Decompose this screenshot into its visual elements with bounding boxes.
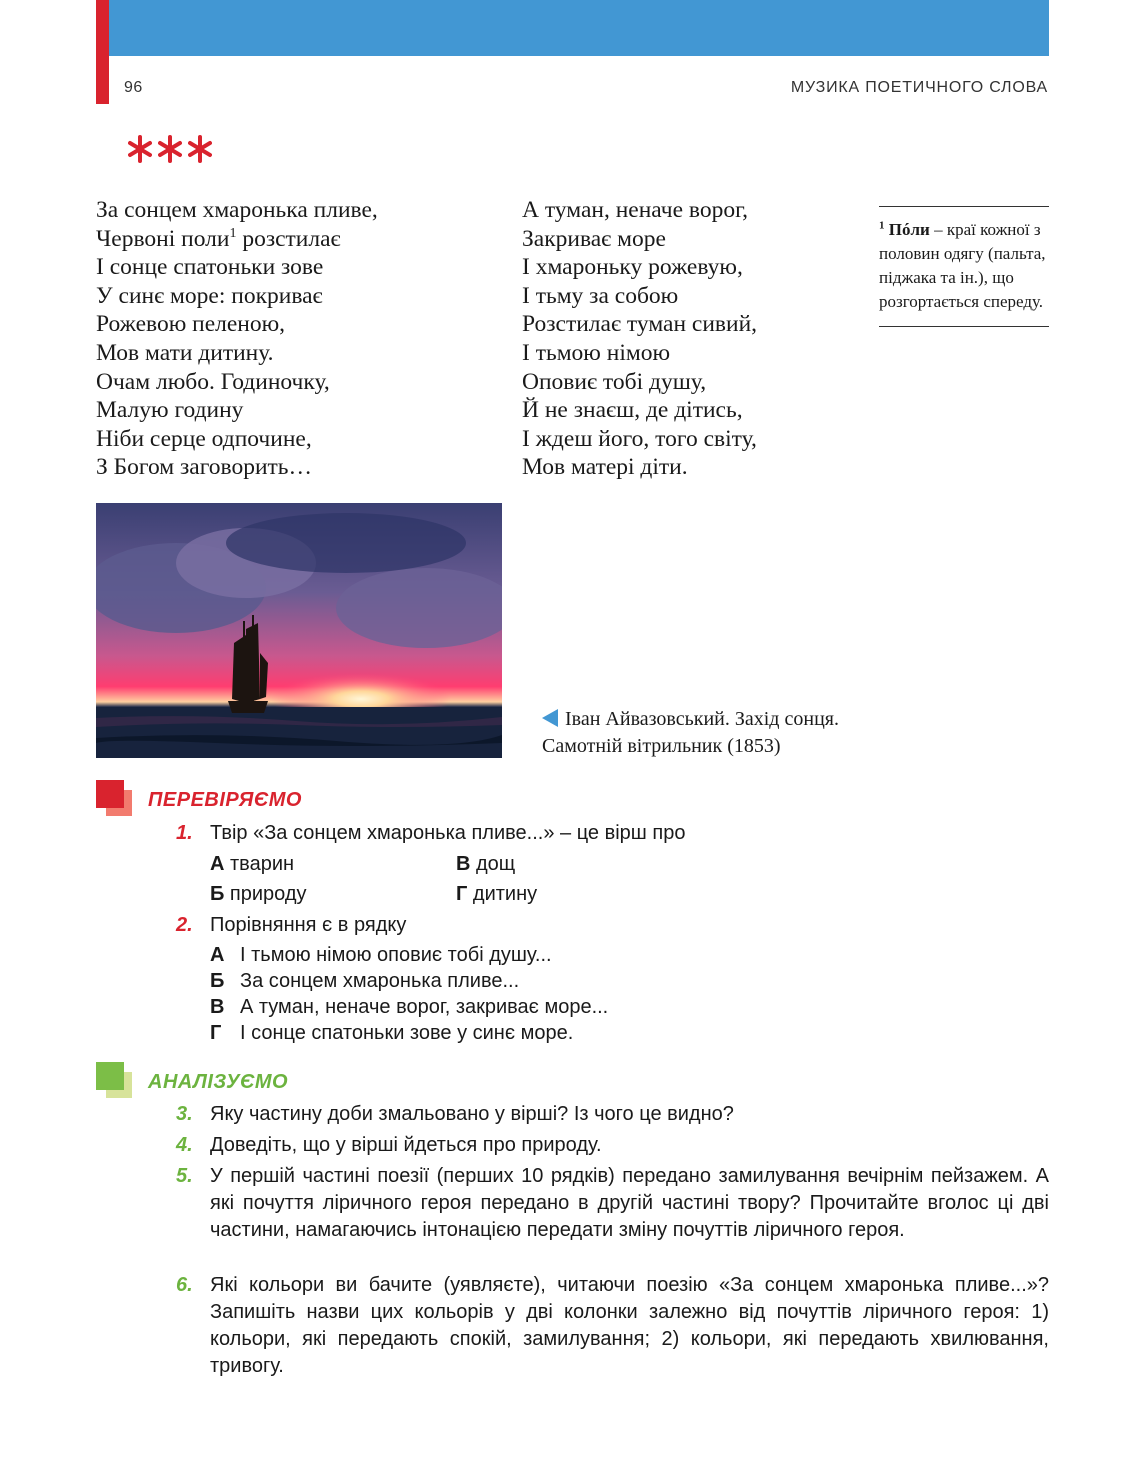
poem-line: А туман, неначе ворог,: [522, 197, 748, 223]
question-text: Твір «За сонцем хмаронька пливе...» – це вірш про: [210, 822, 686, 844]
option-letter: Б: [210, 883, 225, 905]
option-letter: Б: [210, 970, 225, 992]
question-5: [176, 1163, 1049, 1244]
answer-option: [456, 881, 537, 908]
asterisk-icon: [158, 134, 182, 164]
running-head: МУЗИКА ПОЕТИЧНОГО СЛОВА: [790, 79, 1048, 96]
answer-option: [210, 994, 608, 1021]
answer-option: [210, 1020, 573, 1047]
answer-option: [456, 851, 515, 878]
triangle-pointer-icon: [542, 709, 558, 727]
question-text: У першій частині поезії (перших 10 рядків) передано замилування вечірнім пейзажем. А які почуття ліричного героя передано в другій частині твору? Прочитайте вголос ці дві частини, намагаючись інтонацією передати зміну почуттів ліричного героя.: [210, 1165, 1049, 1241]
poem-line: І тьмою німою: [522, 339, 671, 366]
header-band: [109, 0, 1049, 56]
painting-caption: [542, 706, 839, 760]
footnote-term: Пóли: [888, 220, 930, 239]
asterisk-icon: [188, 134, 212, 164]
question-text: Яку частину доби змальовано у вірші? Із чого це видно?: [210, 1103, 734, 1125]
option-text: За сонцем хмаронька пливе...: [240, 970, 520, 992]
poem-line-text: Червоні поли: [96, 225, 230, 252]
poem-stanza-right: [522, 196, 757, 482]
question-4: [176, 1132, 1049, 1159]
poem-line: І сонце спатоньки зове: [96, 254, 324, 281]
question-number: 5.: [176, 1165, 193, 1187]
option-letter: Г: [456, 883, 468, 905]
answer-option: [210, 968, 519, 995]
question-number: 4.: [176, 1134, 193, 1156]
question-number: 2.: [176, 914, 193, 936]
asterisk-icon: [128, 134, 152, 164]
question-number: 6.: [176, 1274, 193, 1296]
poem-line: Й не знаєш, де дітись,: [522, 397, 743, 424]
footnote-number: 1: [879, 219, 885, 232]
caption-line-2: Самотній вітрильник (1853): [542, 735, 781, 757]
poem-line: Закриває море: [522, 225, 666, 252]
question-6: [176, 1272, 1049, 1380]
poem-line: З Богом заговорить…: [96, 454, 313, 481]
poem-line: Рожевою пеленою,: [96, 311, 286, 338]
question-text: Порівняння є в рядку: [210, 914, 407, 936]
poem-line: Мов матері діти.: [522, 454, 688, 481]
poem-line: Оповиє тобі душу,: [522, 368, 707, 395]
poem-line: І тьму за собою: [522, 282, 679, 309]
option-text: І тьмою німою оповиє тобі душу...: [240, 944, 552, 966]
section-title: АНАЛІЗУЄМО: [148, 1071, 289, 1093]
footnote-marker: 1: [229, 225, 237, 241]
poem-line: І хмароньку рожевую,: [522, 254, 743, 281]
section-title: ПЕРЕВІРЯЄМО: [148, 789, 302, 811]
option-letter: В: [210, 996, 225, 1018]
section-marker-icon: [96, 780, 134, 818]
question-3: [176, 1101, 1049, 1128]
poem-asterisks: [128, 134, 212, 164]
option-text: дитину: [467, 883, 538, 905]
question-1: [176, 820, 1049, 847]
section-analyze-heading: [96, 1062, 289, 1100]
section-marker-icon: [96, 1062, 134, 1100]
caption-line-1: Іван Айвазовський. Захід сонця.: [565, 708, 839, 730]
painting-sunset-sailboat: [96, 503, 502, 758]
option-text: І сонце спатоньки зове у синє море.: [240, 1022, 574, 1044]
poem-line: [96, 225, 378, 254]
answer-option: [210, 881, 307, 908]
option-letter: В: [456, 853, 471, 875]
poem-line: І ждеш його, того світу,: [522, 425, 757, 452]
answer-option: [210, 851, 294, 878]
option-text: тварин: [224, 853, 295, 875]
poem-stanza-left: [96, 196, 378, 482]
footnote-box: [879, 206, 1049, 327]
poem-line: У синє море: покриває: [96, 282, 323, 309]
poem-line: За сонцем хмаронька пливе,: [96, 197, 378, 223]
option-letter: Г: [210, 1022, 222, 1044]
header-red-bar: [96, 0, 109, 104]
question-text: Доведіть, що у вірші йдеться про природу.: [210, 1134, 602, 1156]
page-number: 96: [124, 79, 143, 96]
poem-line: Мов мати дитину.: [96, 339, 274, 366]
question-text: Які кольори ви бачите (уявляєте), читаючи поезію «За сонцем хмаронька пливе...»? Запишіть назви цих кольорів у дві колонки залежно від почуттів ліричного героя: 1) кольори, які передають спокій, замилування; 2) кольори, які передають хвилювання, тривогу.: [210, 1274, 1049, 1377]
poem-line: Очам любо. Годиночку,: [96, 368, 330, 395]
footnote-definition: – краї кожної з половин одягу (пальта, піджака та ін.), що розгортається спереду.: [879, 220, 1046, 311]
poem-line: Розстилає туман сивий,: [522, 311, 758, 338]
option-text: природу: [224, 883, 307, 905]
poem-line-text: розстилає: [236, 225, 341, 252]
question-2: [176, 912, 1049, 939]
poem-line: Малую годину: [96, 397, 244, 424]
section-check-heading: [96, 780, 302, 818]
question-number: 1.: [176, 822, 193, 844]
option-letter: А: [210, 853, 225, 875]
poem-line: Ніби серце одпочине,: [96, 425, 312, 452]
option-letter: А: [210, 944, 225, 966]
option-text: А туман, неначе ворог, закриває море...: [240, 996, 609, 1018]
option-text: дощ: [470, 853, 516, 875]
answer-option: [210, 942, 552, 969]
question-number: 3.: [176, 1103, 193, 1125]
